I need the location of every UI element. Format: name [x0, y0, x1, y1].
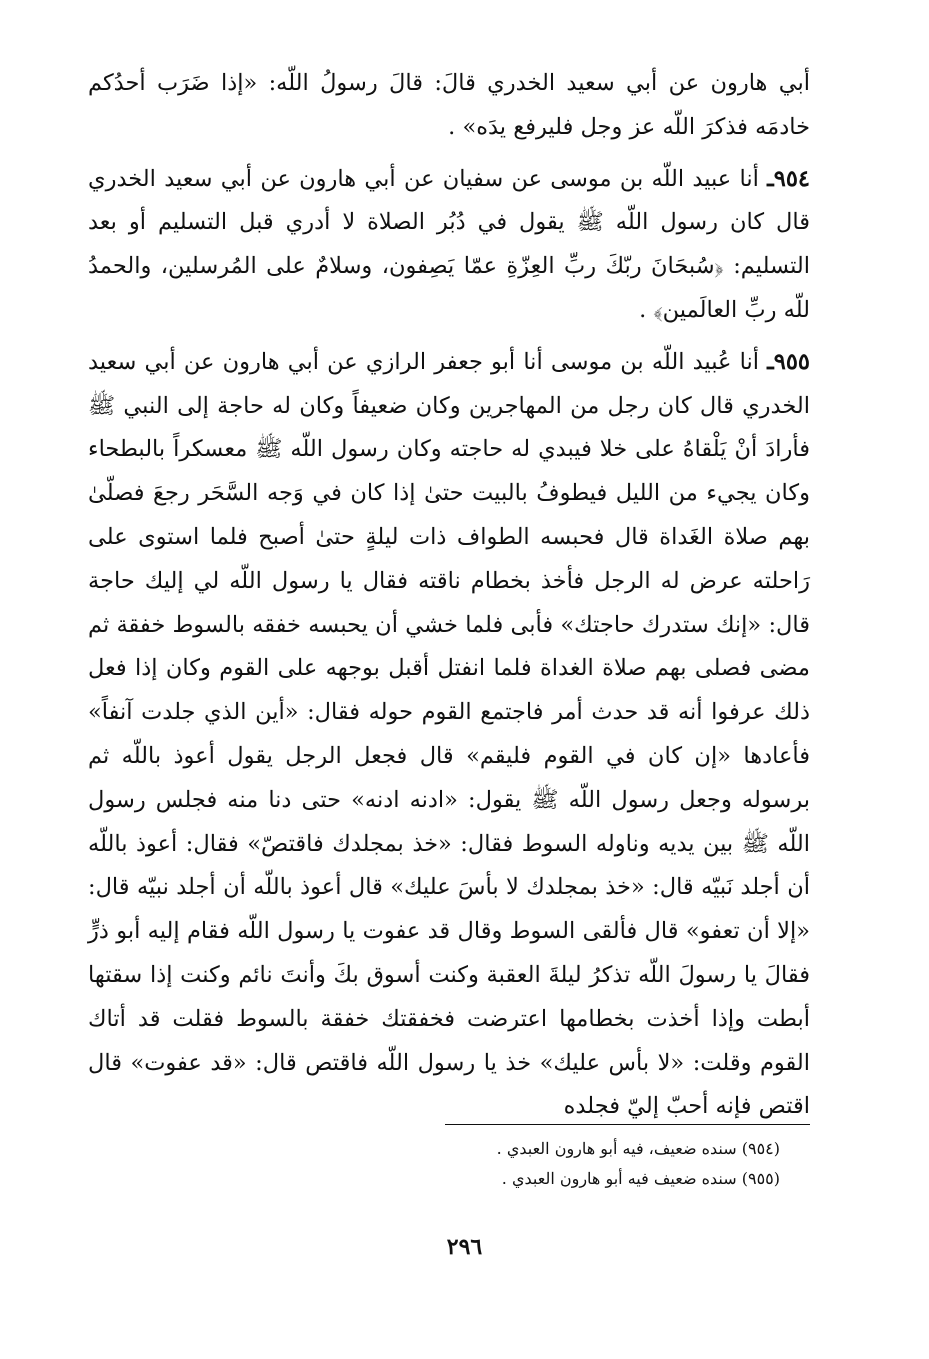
paragraph-954 — [88, 158, 810, 333]
paragraph-continuation — [88, 62, 810, 150]
paragraph-text: أبي هارون عن أبي سعيد الخدري قالَ: قالَ رسولُ اللّه: «إذا ضَرَب أحدُكم خادمَه فذكرَ اللّه عز وجل فليرفع يدَه» . — [88, 70, 810, 140]
paragraph-text: أنا عبيد اللّه بن موسى عن سفيان عن أبي هارون عن أبي سعيد الخدري قال كان رسول اللّه ﷺ يقول في دُبُر الصلاة لا أدري قبل التسليم أو بعد التسليم: ﴿سُبحَانَ ربّكَ ربِّ العِزّةِ عمّا يَصِفون، وسلامٌ على المُرسلين، والحمدُ للّه ربِّ العالَمين﴾ . — [88, 165, 810, 323]
paragraph-text: أنا عُبيد اللّه بن موسى أنا أبو جعفر الرازي عن أبي هارون عن أبي سعيد الخدري قال كان رجل من المهاجرين وكان ضعيفاً وكان له حاجة إلى النبي ﷺ فأرادَ أنْ يَلْقاهُ على خلا فيبدي له حاجته وكان رسول اللّه ﷺ معسكراً بالبطحاء وكان يجيء من الليل فيطوفُ بالبيت حتىٰ إذا كان في وَجه السَّحَر رجعَ فصلّىٰ بهم صلاة الغَداة قال فحبسه الطواف ذات ليلةٍ حتىٰ أصبح فلما استوى على رَاحلته عرض له الرجل فأخذ بخطام ناقته فقال يا رسول اللّه لي إليك حاجة قال: «إنك ستدرك حاجتك» فأبى فلما خشي أن يحبسه خفقه بالسوط خفقة ثم مضى فصلى بهم صلاة الغداة فلما انفتل أقبل بوجهه على القوم وكان إذا فعل ذلك عرفوا أنه قد حدث أمر فاجتمع القوم حوله فقال: «أين الذي جلدت آنفاً» فأعادها «إن كان في القوم فليقم» قال فجعل الرجل يقول أعوذ باللّه ثم برسوله وجعل رسول اللّه ﷺ يقول: «ادنه ادنه» حتى دنا منه فجلس رسول اللّه ﷺ بين يديه وناوله السوط فقال: «خذ بمجلدك فاقتصّ» فقال: أعوذ باللّه أن أجلد نَبيّه قال: «خذ بمجلدك لا بأسَ عليك» قال أعوذ باللّه أن أجلد نبيّه قال: «إلا أن تعفو» قال فألقى السوط وقال قد عفوت يا رسول اللّه فقام إليه أبو ذرٍّ فقالَ يا رسولَ اللّه تذكرُ ليلةَ العقبة وكنت أسوق بكَ وأنتَ نائم وكنت إذا سقتها أبطت وإذا أخذت بخطامها اعترضت فخفقتك خفقة بالسوط فقلت قد أتاك القوم وقلت: «لا بأس عليك» خذ يا رسول اللّه فاقتص قال: «قد عفوت» قال اقتص فإنه أحبّ إليّ فجلده — [88, 348, 810, 1120]
footnote-954: (٩٥٤) سنده ضعيف، فيه أبو هارون العبدي . — [496, 1139, 780, 1158]
footnotes — [300, 1134, 780, 1194]
page-number: ٢٩٦ — [446, 1234, 483, 1260]
footnote-separator — [445, 1124, 810, 1125]
hadith-number: ٩٥٤ـ — [767, 165, 810, 192]
footnote-955: (٩٥٥) سنده ضعيف فيه أبو هارون العبدي . — [501, 1169, 780, 1188]
page-body — [88, 62, 810, 1137]
paragraph-955 — [88, 341, 810, 1129]
hadith-number: ٩٥٥ـ — [767, 348, 811, 375]
